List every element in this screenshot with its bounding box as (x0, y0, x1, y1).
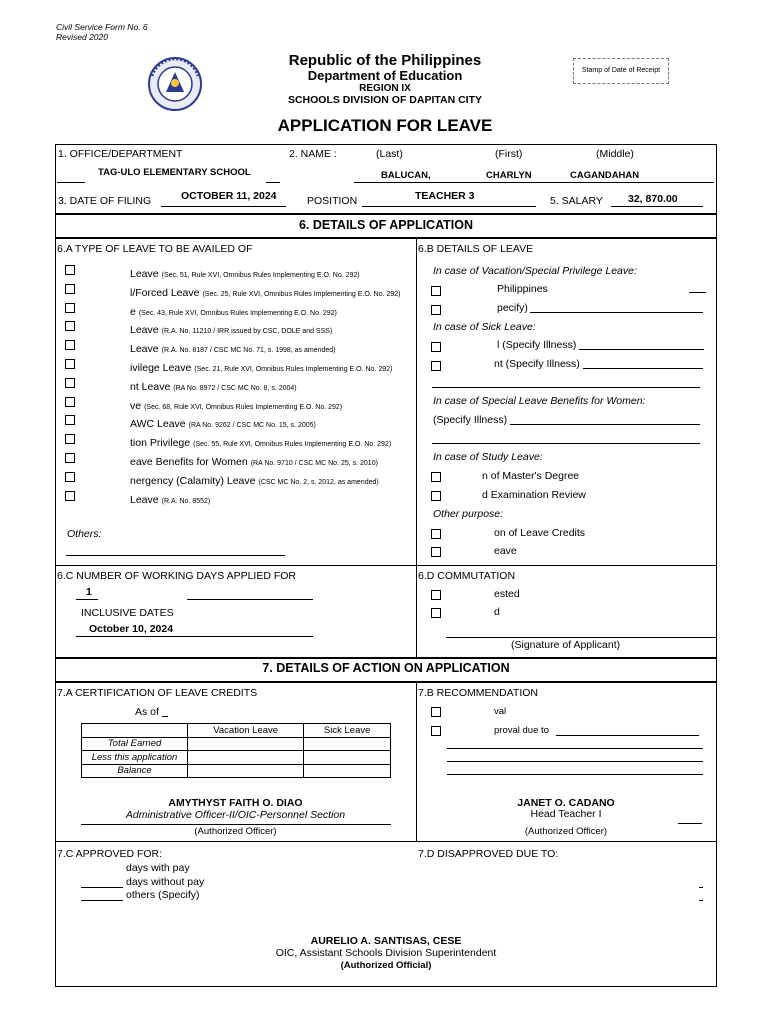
commutation-label: 6.D COMMUTATION (418, 570, 516, 582)
not-requested-checkbox[interactable] (431, 608, 441, 618)
requested-label: ested (494, 588, 520, 600)
for-disapproval-checkbox[interactable] (431, 726, 441, 736)
disapproved-label: 7.D DISAPPROVED DUE TO: (418, 848, 559, 860)
balance-sick-cell[interactable] (304, 764, 391, 778)
table-row (82, 764, 391, 778)
leave-credits-table (81, 723, 391, 778)
position-value[interactable]: TEACHER 3 (415, 190, 475, 202)
bar-review-checkbox[interactable] (431, 491, 441, 501)
days-with-pay-label: days with pay (126, 862, 190, 874)
leave-type-item (130, 414, 316, 432)
leave-type-reference: (Sec. 55, Rule XVI, Omnibus Rules Implementing E.O. No. 292) (193, 441, 392, 448)
women-heading: In case of Special Leave Benefits for Women: (433, 395, 646, 407)
name-label: 2. NAME : (289, 148, 337, 160)
middle-name-label: (Middle) (596, 148, 634, 160)
leave-type-checkbox[interactable] (65, 340, 75, 350)
balance-vacation-cell[interactable] (188, 764, 304, 778)
leave-type-item (130, 452, 378, 470)
form-revised-text: Revised 2020 (56, 32, 108, 42)
authorized-official-label: (Authorized Official) (340, 960, 432, 971)
leave-type-name: Leave (130, 494, 159, 506)
leave-type-checkbox[interactable] (65, 491, 75, 501)
for-approval-checkbox[interactable] (431, 707, 441, 717)
official-name: AURELIO A. SANTISAS, CESE (310, 935, 462, 947)
less-application-vacation-cell[interactable] (188, 751, 304, 765)
leave-type-checkbox[interactable] (65, 453, 75, 463)
leave-type-name: Leave (130, 268, 159, 280)
inclusive-dates-value[interactable]: October 10, 2024 (89, 623, 174, 635)
leave-type-name: eave Benefits for Women (130, 456, 248, 468)
leave-type-item (130, 320, 332, 338)
applicant-signature-label: (Signature of Applicant) (511, 639, 621, 651)
less-application-sick-cell[interactable] (304, 751, 391, 765)
certifier-name: AMYTHYST FAITH O. DIAO (168, 797, 303, 809)
out-patient-label: nt (Specify Illness) (494, 358, 580, 370)
leave-type-checkbox[interactable] (65, 321, 75, 331)
leave-type-checkbox[interactable] (65, 265, 75, 275)
section-6-heading: 6. DETAILS OF APPLICATION (298, 218, 474, 232)
leave-type-checkbox[interactable] (65, 284, 75, 294)
leave-type-checkbox[interactable] (65, 397, 75, 407)
first-name-label: (First) (495, 148, 523, 160)
table-row (82, 737, 391, 751)
leave-type-item (130, 433, 391, 451)
within-philippines-label: Philippines (497, 283, 548, 295)
form-number (56, 22, 148, 42)
monetization-checkbox[interactable] (431, 529, 441, 539)
office-value[interactable]: TAG-ULO ELEMENTARY SCHOOL (98, 167, 251, 178)
leave-type-checkbox[interactable] (65, 415, 75, 425)
department-heading: Department of Education (307, 68, 463, 83)
leave-type-reference: (Sec. 21, Rule XVI, Omnibus Rules Implementing E.O. No. 292) (194, 366, 393, 373)
first-name-value[interactable]: CHARLYN (486, 170, 532, 181)
in-hospital-label: l (Specify Illness) (497, 339, 577, 351)
total-earned-sick-cell[interactable] (304, 737, 391, 751)
section-7-heading: 7. DETAILS OF ACTION ON APPLICATION (262, 661, 510, 675)
leave-type-reference: (RA No. 8972 / CSC MC No. 8, s. 2004) (173, 385, 297, 392)
leave-type-reference: (RA No. 9262 / CSC MC No. 15, s. 2005) (188, 422, 316, 429)
total-earned-vacation-cell[interactable] (188, 737, 304, 751)
leave-type-name: nt Leave (130, 381, 171, 393)
receipt-stamp-box: Stamp of Date of Receipt (573, 58, 669, 84)
inclusive-dates-label: INCLUSIVE DATES (81, 607, 174, 619)
leave-type-name: l/Forced Leave (130, 287, 200, 299)
leave-type-checkbox[interactable] (65, 303, 75, 313)
republic-heading: Republic of the Philippines (288, 52, 482, 69)
table-row (82, 751, 391, 765)
leave-type-item (130, 283, 401, 301)
leave-type-name: Leave (130, 343, 159, 355)
leave-type-reference: (Sec. 51, Rule XVI, Omnibus Rules Implementing E.O. No. 292) (161, 272, 360, 279)
total-earned-label: Total Earned (82, 737, 188, 751)
within-philippines-checkbox[interactable] (431, 286, 441, 296)
leave-type-item (130, 358, 392, 376)
leave-type-name: AWC Leave (130, 418, 186, 430)
leave-type-name: tion Privilege (130, 437, 191, 449)
working-days-value[interactable]: 1 (86, 586, 92, 598)
table-corner (82, 724, 188, 738)
leave-type-name: e (130, 306, 136, 318)
leave-type-item (130, 302, 337, 320)
leave-type-name: nergency (Calamity) Leave (130, 475, 256, 487)
region-heading: REGION IX (359, 83, 411, 94)
vacation-heading: In case of Vacation/Special Privilege Leave: (433, 265, 637, 277)
filing-date-value[interactable]: OCTOBER 11, 2024 (181, 190, 277, 202)
days-without-pay-label: days without pay (126, 876, 205, 888)
recommendation-label: 7.B RECOMMENDATION (418, 687, 538, 699)
bar-review-label: d Examination Review (482, 489, 586, 501)
not-requested-label: d (494, 606, 500, 618)
leave-type-checkbox[interactable] (65, 378, 75, 388)
less-application-label: Less this application (82, 751, 188, 765)
sick-heading: In case of Sick Leave: (433, 321, 536, 333)
leave-type-item (130, 339, 336, 357)
leave-details-label: 6.B DETAILS OF LEAVE (418, 243, 534, 255)
approved-for-label: 7.C APPROVED FOR: (57, 848, 163, 860)
out-patient-checkbox[interactable] (431, 361, 441, 371)
leave-credits-label: 7.A CERTIFICATION OF LEAVE CREDITS (57, 687, 258, 699)
leave-type-checkbox[interactable] (65, 472, 75, 482)
middle-name-value[interactable]: CAGANDAHAN (570, 170, 640, 181)
leave-type-label: 6.A TYPE OF LEAVE TO BE AVAILED OF (57, 243, 253, 255)
position-label: POSITION (307, 195, 358, 207)
last-name-label: (Last) (376, 148, 403, 160)
as-of-label: As of (135, 706, 159, 718)
leave-type-reference: (RA No. 9710 / CSC MC No. 25, s. 2010) (250, 460, 378, 467)
official-title: OIC, Assistant Schools Division Superintendent (275, 947, 497, 959)
balance-label: Balance (82, 764, 188, 778)
last-name-value[interactable]: BALUCAN, (381, 170, 431, 181)
leave-type-reference: (R.A. No. 8552) (161, 498, 211, 505)
leave-type-reference: (Sec. 43, Rule XVI, Omnibus Rules Implementing E.O. No. 292) (138, 310, 337, 317)
requested-checkbox[interactable] (431, 590, 441, 600)
abroad-label: pecify) (497, 302, 528, 314)
sick-leave-column: Sick Leave (304, 724, 391, 738)
women-specify-label: (Specify Illness) (433, 414, 508, 426)
division-heading: SCHOOLS DIVISION OF DAPITAN CITY (287, 94, 483, 106)
table-row (82, 724, 391, 738)
abroad-checkbox[interactable] (431, 305, 441, 315)
for-approval-label: val (494, 706, 507, 717)
leave-type-item (130, 471, 379, 489)
for-disapproval-label: proval due to (494, 725, 549, 736)
leave-type-name: Leave (130, 324, 159, 336)
masters-label: n of Master's Degree (482, 470, 580, 482)
recommender-title: Head Teacher I (530, 808, 602, 820)
form-title: APPLICATION FOR LEAVE (277, 116, 493, 135)
leave-type-checkbox[interactable] (65, 434, 75, 444)
recommender-name: JANET O. CADANO (517, 797, 615, 809)
masters-checkbox[interactable] (431, 472, 441, 482)
working-days-label: 6.C NUMBER OF WORKING DAYS APPLIED FOR (57, 570, 297, 582)
monetization-label: on of Leave Credits (494, 527, 586, 539)
leave-type-reference: (Sec. 68, Rule XVI, Omnibus Rules Implementing E.O. No. 292) (144, 404, 343, 411)
filing-date-label: 3. DATE OF FILING (58, 195, 152, 207)
terminal-leave-checkbox[interactable] (431, 547, 441, 557)
others-label: Others: (67, 528, 102, 540)
leave-type-item (130, 264, 360, 282)
leave-type-item (130, 377, 297, 395)
vacation-leave-column: Vacation Leave (188, 724, 304, 738)
deped-seal-icon (142, 56, 208, 112)
certifier-authorized-label: (Authorized Officer) (194, 826, 277, 837)
leave-type-reference: (R.A. No. 8187 / CSC MC No. 71, s. 1998, as amended) (161, 347, 336, 354)
form-number-text: Civil Service Form No. 6 (56, 22, 148, 32)
certifier-title: Administrative Officer-II/OIC-Personnel Section (125, 809, 346, 821)
leave-type-name: ivilege Leave (130, 362, 192, 374)
leave-type-checkbox[interactable] (65, 359, 75, 369)
other-purpose-heading: Other purpose: (433, 508, 504, 520)
leave-type-item (130, 396, 342, 414)
leave-type-reference: (CSC MC No. 2, s. 2012, as amended) (258, 479, 379, 486)
salary-label: 5. SALARY (550, 195, 603, 207)
study-heading: In case of Study Leave: (433, 451, 543, 463)
in-hospital-checkbox[interactable] (431, 342, 441, 352)
leave-type-name: ve (130, 400, 142, 412)
leave-type-reference: (Sec. 25, Rule XVI, Omnibus Rules Implementing E.O. No. 292) (202, 291, 401, 298)
salary-value[interactable]: 32, 870.00 (628, 193, 678, 205)
others-specify-label: others (Specify) (126, 889, 200, 901)
leave-type-item (130, 490, 210, 508)
office-label: 1. OFFICE/DEPARTMENT (58, 148, 183, 160)
terminal-leave-label: eave (494, 545, 517, 557)
recommender-authorized-label: (Authorized Officer) (524, 826, 608, 837)
leave-type-reference: (R.A. No. 11210 / IRR issued by CSC, DOLE and SSS) (161, 328, 333, 335)
